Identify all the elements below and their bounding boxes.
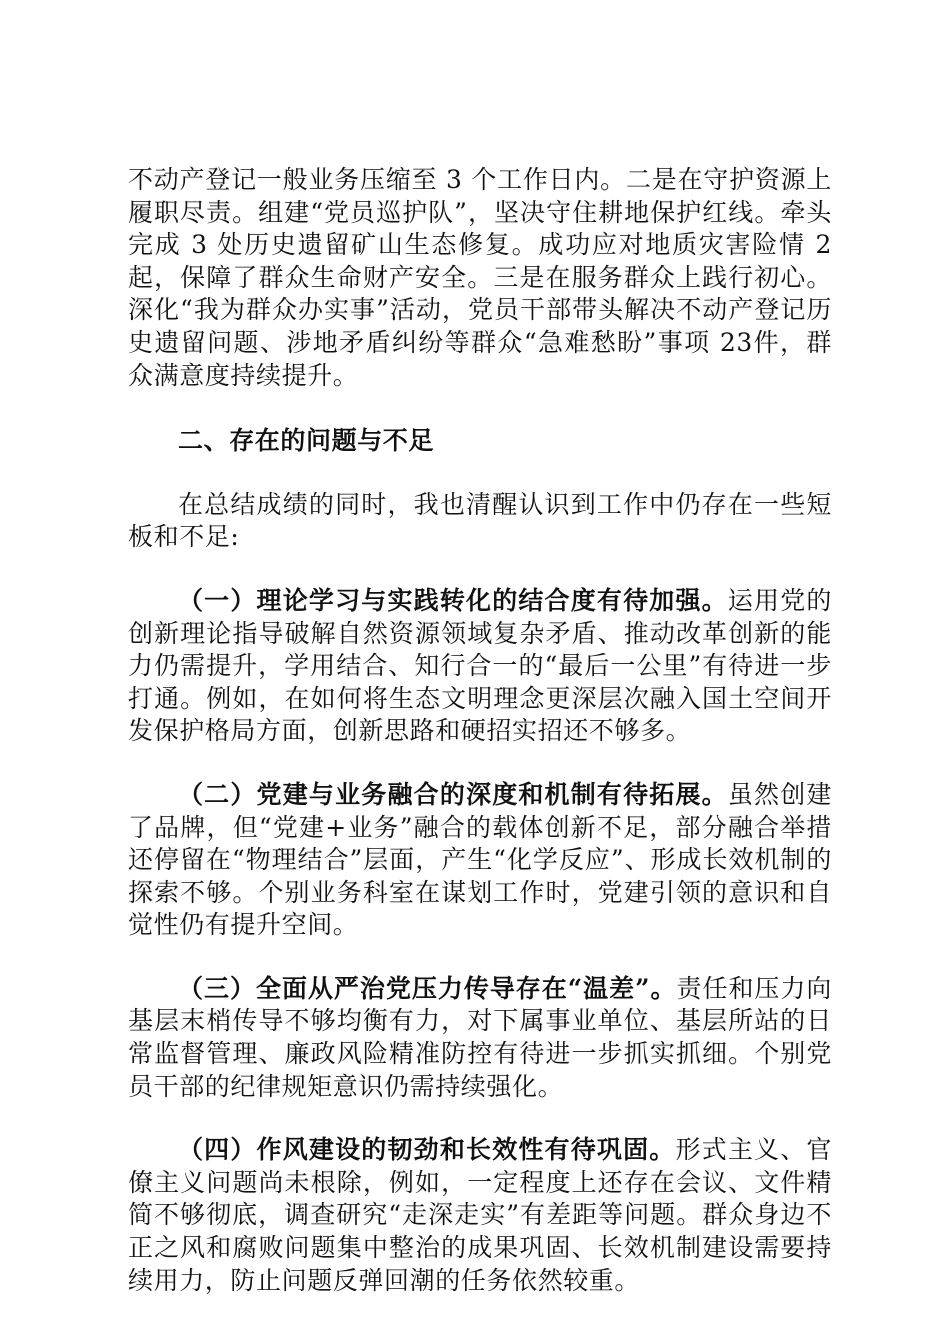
problem-item-2-lead: （二）党建与业务融合的深度和机制有待拓展。 xyxy=(178,779,728,809)
problem-item-3-body: 责任和压力向基层末梢传导不够均衡有力，对下属事业单位、基层所站的日常监督管理、廉政风险精准防控有待进一步抓实抓细。个别党员干部的纪律规矩意识仍需持续强化。 xyxy=(128,973,832,1101)
intro-paragraph: 在总结成绩的同时，我也清醒认识到工作中仍存在一些短板和不足: xyxy=(128,489,832,552)
document-page xyxy=(128,164,832,1297)
problem-item-1 xyxy=(128,585,832,748)
problem-item-4 xyxy=(128,1134,832,1297)
problem-item-3 xyxy=(128,973,832,1103)
problem-item-2 xyxy=(128,779,832,942)
problem-item-1-lead: （一）理论学习与实践转化的结合度有待加强。 xyxy=(178,585,728,615)
problem-item-4-body: 形式主义、官僚主义问题尚未根除，例如，一定程度上还存在会议、文件精简不够彻底，调查研究“走深走实”有差距等问题。群众身边不正之风和腐败问题集中整治的成果巩固、长效机制建设需要持续用力，防止问题反弹回潮的任务依然较重。 xyxy=(128,1135,832,1295)
section-heading: 二、存在的问题与不足 xyxy=(178,426,435,456)
problem-item-3-lead: （三）全面从严治党压力传导存在“温差”。 xyxy=(178,973,677,1003)
continued-paragraph: 不动产登记一般业务压缩至 3 个工作日内。二是在守护资源上履职尽责。组建“党员巡护队”，坚决守住耕地保护红线。牵头完成 3 处历史遗留矿山生态修复。成功应对地质灾害险情 2 起，保障了群众生命财产安全。三是在服务群众上践行初心。深化“我为群众办实事”活动，党员干部带头解决不动产登记历史遗留问题、涉地矛盾纠纷等群众“急难愁盼”事项 23件，群众满意度持续提升。 xyxy=(128,165,832,390)
problem-item-1-body: 运用党的创新理论指导破解自然资源领域复杂矛盾、推动改革创新的能力仍需提升，学用结合、知行合一的“最后一公里”有待进一步打通。例如，在如何将生态文明理念更深层次融入国土空间开发保护格局方面，创新思路和硬招实招还不够多。 xyxy=(128,585,832,746)
problem-item-4-lead: （四）作风建设的韧劲和长效性有待巩固。 xyxy=(178,1135,676,1165)
problem-item-2-body: 虽然创建了品牌，但“党建+业务”融合的载体创新不足，部分融合举措还停留在“物理结合”层面，产生“化学反应”、形成长效机制的探索不够。个别业务科室在谋划工作时，党建引领的意识和自觉性仍有提升空间。 xyxy=(128,779,832,940)
